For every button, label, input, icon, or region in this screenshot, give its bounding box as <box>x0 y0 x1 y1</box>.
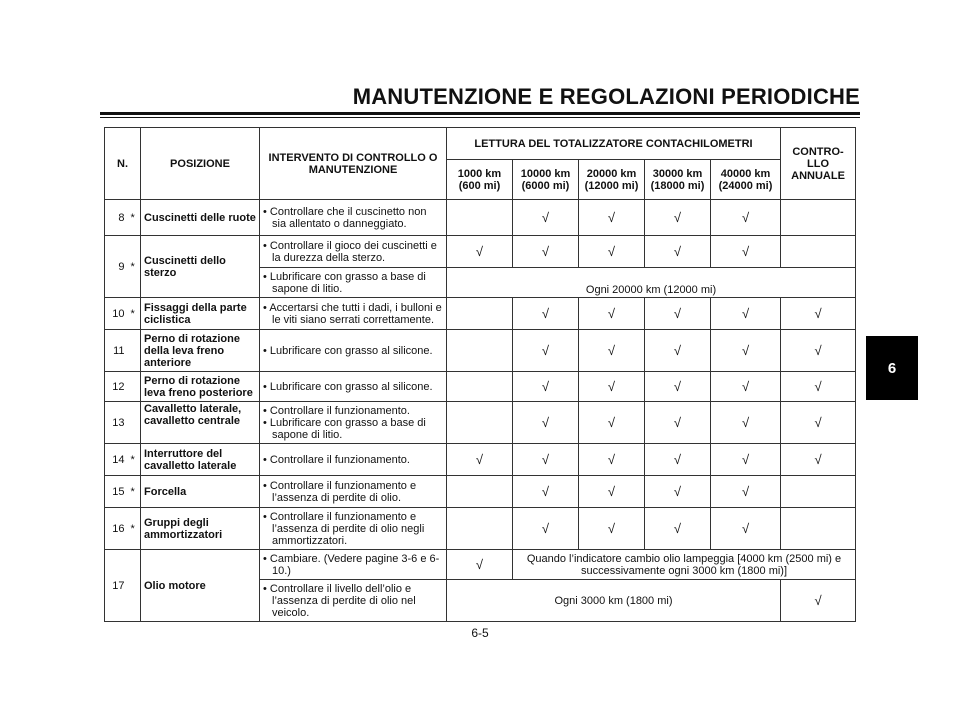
check-cell <box>447 372 513 402</box>
oil-change-note: Quando l’indicatore cambio olio lampeggia [4000 km (2500 mi) e successivamente ogni 3000 km (1800 mi)] <box>513 550 856 580</box>
check-cell: √ <box>645 236 711 268</box>
check-cell: √ <box>645 402 711 444</box>
operation-item: • Controllare il gioco dei cuscinetti e la durezza della sterzo. <box>263 239 437 264</box>
check-cell: √ <box>645 200 711 236</box>
check-cell: √ <box>579 444 645 476</box>
check-cell <box>447 402 513 444</box>
header-km: 20000 km (12000 mi) <box>579 160 645 200</box>
check-cell: √ <box>781 402 856 444</box>
table-row <box>105 402 856 444</box>
interval-cell: Ogni 20000 km (12000 mi) <box>447 268 856 298</box>
row-star <box>128 402 141 444</box>
row-number: 8 <box>105 200 128 236</box>
check-cell: √ <box>711 476 781 508</box>
check-cell: √ <box>711 236 781 268</box>
check-cell: √ <box>513 444 579 476</box>
header-km: 30000 km (18000 mi) <box>645 160 711 200</box>
row-operation <box>260 550 447 580</box>
row-number: 11 <box>105 330 128 372</box>
row-position: Forcella <box>141 476 260 508</box>
table-row <box>105 236 856 268</box>
row-number: 14 <box>105 444 128 476</box>
header-position: POSIZIONE <box>141 128 260 200</box>
check-cell: √ <box>645 330 711 372</box>
operation-item: • Controllare il funzionamento e l’assenza di perdite di olio. <box>263 479 417 504</box>
row-position: Gruppi degli ammortizzatori <box>141 508 260 550</box>
row-operation <box>260 508 447 550</box>
row-number: 16 <box>105 508 128 550</box>
row-star <box>128 330 141 372</box>
header-odometer: LETTURA DEL TOTALIZZATORE CONTACHILOMETRI <box>447 128 781 160</box>
check-cell <box>447 476 513 508</box>
operation-item: • Lubrificare con grasso al silicone. <box>263 344 433 357</box>
row-number: 15 <box>105 476 128 508</box>
header-operation: INTERVENTO DI CONTROLLO O MANUTENZIONE <box>260 128 447 200</box>
table-row <box>105 200 856 236</box>
operation-item: • Controllare il livello dell’olio e l’assenza di perdite di olio nel veicolo. <box>263 582 416 619</box>
row-number: 10 <box>105 298 128 330</box>
operation-item: • Controllare il funzionamento. <box>263 453 410 466</box>
interval-cell: Ogni 3000 km (1800 mi) <box>447 580 781 622</box>
check-cell: √ <box>781 298 856 330</box>
check-cell: √ <box>447 550 513 580</box>
check-cell: √ <box>513 508 579 550</box>
table-row <box>105 508 856 550</box>
check-cell: √ <box>579 372 645 402</box>
page-title: MANUTENZIONE E REGOLAZIONI PERIODICHE <box>352 84 860 109</box>
operation-item: • Lubrificare con grasso a base di sapone di litio. <box>263 270 426 295</box>
check-cell: √ <box>513 372 579 402</box>
row-position: Olio motore <box>141 550 260 622</box>
check-cell: √ <box>579 402 645 444</box>
row-star: * <box>128 298 141 330</box>
check-cell: √ <box>711 402 781 444</box>
table-row <box>105 372 856 402</box>
check-cell: √ <box>645 476 711 508</box>
row-operation <box>260 402 447 444</box>
check-cell: √ <box>513 402 579 444</box>
check-cell: √ <box>711 372 781 402</box>
table-row <box>105 550 856 580</box>
row-star: * <box>128 236 141 298</box>
table-row <box>105 444 856 476</box>
row-star: * <box>128 508 141 550</box>
operation-item: • Cambiare. (Vedere pagine 3-6 e 6-10.) <box>263 552 440 577</box>
row-operation <box>260 268 447 298</box>
check-cell: √ <box>645 372 711 402</box>
check-cell <box>447 298 513 330</box>
check-cell: √ <box>711 298 781 330</box>
operation-item: • Accertarsi che tutti i dadi, i bulloni e le viti siano serrati correttamente. <box>263 301 442 326</box>
check-cell: √ <box>645 298 711 330</box>
header-km: 1000 km (600 mi) <box>447 160 513 200</box>
check-cell: √ <box>579 236 645 268</box>
row-operation <box>260 236 447 268</box>
row-number: 13 <box>105 402 128 444</box>
row-position: Cuscinetti delle ruote <box>141 200 260 236</box>
check-cell: √ <box>513 476 579 508</box>
title-rule-thin <box>100 117 860 118</box>
check-cell: √ <box>645 444 711 476</box>
table-row <box>105 330 856 372</box>
row-operation <box>260 476 447 508</box>
page-number: 6-5 <box>471 626 489 640</box>
check-cell <box>781 476 856 508</box>
header-row <box>105 128 856 160</box>
header-n: N. <box>105 128 141 200</box>
check-cell: √ <box>513 200 579 236</box>
table-row <box>105 476 856 508</box>
row-star <box>128 372 141 402</box>
check-cell <box>781 508 856 550</box>
row-position: Cuscinetti dello sterzo <box>141 236 260 298</box>
row-position: Perno di rotazione leva freno posteriore <box>141 372 260 402</box>
row-operation <box>260 298 447 330</box>
check-cell <box>447 200 513 236</box>
check-cell: √ <box>447 236 513 268</box>
operation-item: • Lubrificare con grasso a base di sapone di litio. <box>263 416 426 441</box>
check-cell: √ <box>513 298 579 330</box>
maintenance-table <box>104 127 856 622</box>
row-star <box>128 550 141 622</box>
header-km: 10000 km (6000 mi) <box>513 160 579 200</box>
section-tab: 6 <box>866 336 918 400</box>
row-position: Perno di rotazione della leva freno anteriore <box>141 330 260 372</box>
row-operation <box>260 444 447 476</box>
check-cell: √ <box>645 508 711 550</box>
check-cell <box>447 508 513 550</box>
row-operation <box>260 580 447 622</box>
check-cell <box>447 330 513 372</box>
check-cell: √ <box>711 200 781 236</box>
header-km: 40000 km (24000 mi) <box>711 160 781 200</box>
row-operation <box>260 200 447 236</box>
check-cell: √ <box>781 580 856 622</box>
check-cell: √ <box>513 330 579 372</box>
check-cell <box>781 236 856 268</box>
check-cell: √ <box>781 330 856 372</box>
check-cell: √ <box>781 444 856 476</box>
row-star: * <box>128 476 141 508</box>
check-cell: √ <box>711 330 781 372</box>
operation-item: • Controllare il funzionamento e l’assenza di perdite di olio negli ammortizzatori. <box>263 510 425 547</box>
row-number: 12 <box>105 372 128 402</box>
check-cell: √ <box>513 236 579 268</box>
row-operation <box>260 372 447 402</box>
check-cell: √ <box>579 508 645 550</box>
operation-item: • Lubrificare con grasso al silicone. <box>263 380 433 393</box>
check-cell: √ <box>579 476 645 508</box>
operation-item: • Controllare che il cuscinetto non sia allentato o danneggiato. <box>263 205 427 230</box>
check-cell: √ <box>579 298 645 330</box>
check-cell: √ <box>579 330 645 372</box>
table-row <box>105 298 856 330</box>
row-number: 9 <box>105 236 128 298</box>
title-rule-thick <box>100 112 860 115</box>
check-cell <box>781 200 856 236</box>
header-annual: CONTRO-LLO ANNUALE <box>781 128 856 200</box>
row-operation <box>260 330 447 372</box>
check-cell: √ <box>579 200 645 236</box>
row-number: 17 <box>105 550 128 622</box>
check-cell: √ <box>447 444 513 476</box>
check-cell: √ <box>781 372 856 402</box>
row-position: Interruttore del cavalletto laterale <box>141 444 260 476</box>
check-cell: √ <box>711 444 781 476</box>
row-star: * <box>128 200 141 236</box>
row-position: Cavalletto laterale, cavalletto centrale <box>141 402 260 444</box>
row-star: * <box>128 444 141 476</box>
row-position: Fissaggi della parte ciclistica <box>141 298 260 330</box>
operation-item: • Controllare il funzionamento. <box>263 404 410 417</box>
check-cell: √ <box>711 508 781 550</box>
